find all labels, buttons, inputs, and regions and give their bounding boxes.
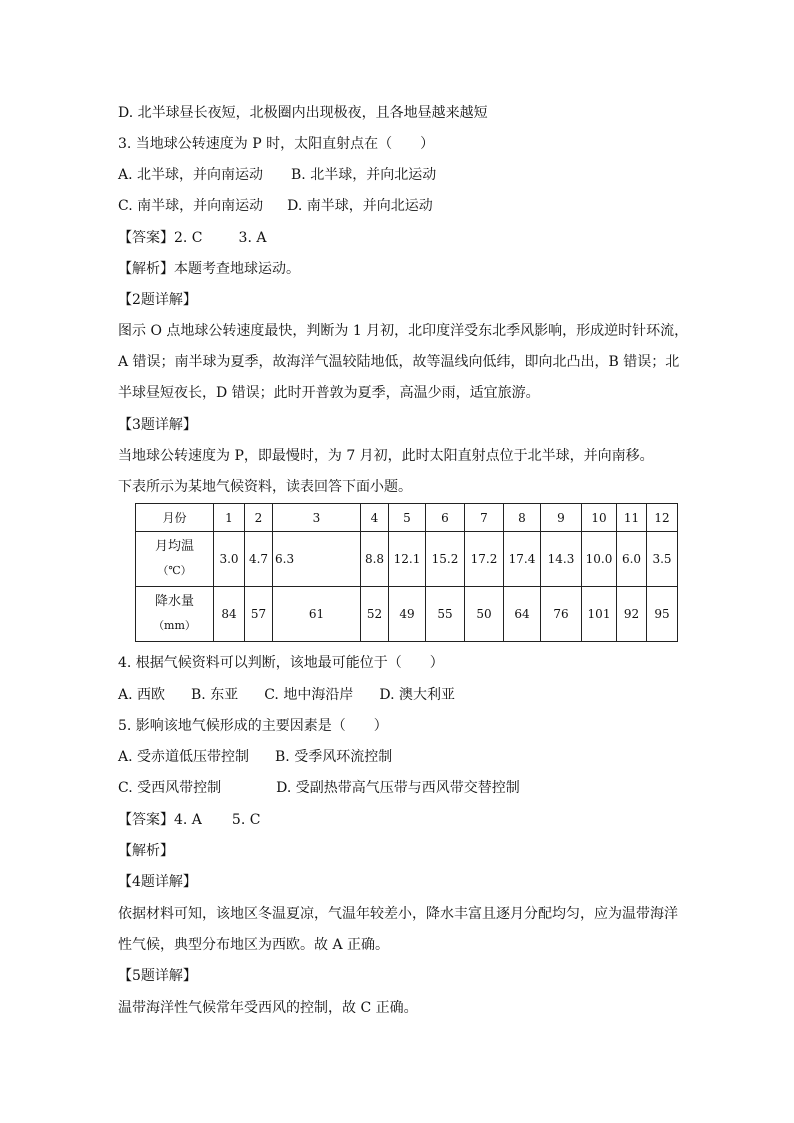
temperature-cell: 6.0	[617, 532, 647, 587]
precipitation-cell: 49	[389, 587, 426, 642]
month-cell: 10	[582, 504, 617, 532]
answer-label: 【答案】	[118, 230, 174, 246]
answer-4: 4. A	[174, 812, 202, 828]
temperature-cell: 17.4	[504, 532, 541, 587]
detail-heading-2: 【2题详解】	[118, 292, 197, 308]
q3-option-a: A. 北半球，并向南运动	[118, 167, 264, 183]
temperature-label: 月均温	[154, 539, 194, 554]
precipitation-cell: 76	[541, 587, 582, 642]
q3-option-c: C. 南半球，并向南运动	[118, 198, 264, 214]
q5-options-row-2	[118, 778, 520, 798]
precipitation-cell: 92	[617, 587, 647, 642]
option-d-text: D. 北半球昼长夜短，北极圈内出现极夜，且各地昼越来越短	[118, 105, 488, 121]
q4-option-a: A. 西欧	[118, 687, 166, 703]
precipitation-unit: （mm）	[153, 619, 196, 632]
month-cell: 12	[647, 504, 678, 532]
detail-2-line-3: 半球昼短夜长，D 错误；此时开普敦为夏季，高温少雨，适宜旅游。	[118, 385, 540, 401]
answer-label: 【答案】	[118, 812, 174, 828]
q3-options-row-2	[118, 196, 433, 216]
question-4: 4. 根据气候资料可以判断，该地最可能位于（ ）	[118, 655, 444, 671]
month-cell: 5	[389, 504, 426, 532]
precipitation-cell: 57	[245, 587, 273, 642]
temperature-cell: 6.3	[273, 532, 361, 587]
month-cell: 8	[504, 504, 541, 532]
q5-option-d: D. 受副热带高气压带与西风带交替控制	[276, 780, 520, 796]
detail-heading-4: 【4题详解】	[118, 874, 197, 890]
month-label-cell: 月份	[136, 504, 214, 532]
month-cell: 1	[214, 504, 245, 532]
table-row-temperature	[136, 532, 678, 587]
q5-option-c: C. 受西风带控制	[118, 780, 222, 796]
q4-options	[118, 685, 455, 705]
q3-option-d: D. 南半球，并向北运动	[287, 198, 433, 214]
precipitation-cell: 55	[426, 587, 465, 642]
q4-option-c: C. 地中海沿岸	[264, 687, 354, 703]
detail-4-line-1: 依据材料可知，该地区冬温夏凉，气温年较差小，降水丰富且逐月分配均匀，应为温带海洋	[118, 906, 678, 922]
temperature-cell: 3.0	[214, 532, 245, 587]
precipitation-label-cell	[136, 587, 214, 642]
month-cell: 4	[361, 504, 389, 532]
detail-heading-3: 【3题详解】	[118, 417, 197, 433]
analysis-line-2: 【解析】	[118, 843, 174, 859]
precipitation-label: 降水量	[154, 594, 194, 609]
temperature-cell: 10.0	[582, 532, 617, 587]
q5-option-a: A. 受赤道低压带控制	[118, 749, 250, 765]
temperature-cell: 3.5	[647, 532, 678, 587]
answer-3: 3. A	[238, 230, 267, 246]
temperature-cell: 14.3	[541, 532, 582, 587]
month-cell: 6	[426, 504, 465, 532]
detail-heading-5: 【5题详解】	[118, 968, 197, 984]
answer-5: 5. C	[231, 812, 261, 828]
temperature-unit: （℃）	[157, 564, 192, 577]
precipitation-cell: 84	[214, 587, 245, 642]
temperature-cell: 17.2	[465, 532, 504, 587]
answer-line-2	[118, 810, 260, 830]
precipitation-cell: 52	[361, 587, 389, 642]
table-row-precipitation	[136, 587, 678, 642]
temperature-cell: 8.8	[361, 532, 389, 587]
question-5: 5. 影响该地气候形成的主要因素是（ ）	[118, 718, 388, 734]
detail-3-text: 当地球公转速度为 P，即最慢时，为 7 月初，此时太阳直射点位于北半球，并向南移。	[118, 448, 654, 464]
table-row-months	[136, 504, 678, 532]
question-3: 3. 当地球公转速度为 P 时，太阳直射点在（ ）	[118, 136, 435, 152]
answer-2: 2. C	[174, 230, 203, 246]
detail-4-line-2: 性气候，典型分布地区为西欧。故 A 正确。	[118, 937, 390, 953]
precipitation-cell: 95	[647, 587, 678, 642]
month-cell: 9	[541, 504, 582, 532]
q3-options-row-1	[118, 165, 436, 185]
precipitation-cell: 50	[465, 587, 504, 642]
month-cell: 2	[245, 504, 273, 532]
detail-2-line-1: 图示 O 点地球公转速度最快，判断为 1 月初，北印度洋受东北季风影响，形成逆时针环流，	[118, 323, 689, 339]
precipitation-cell: 61	[273, 587, 361, 642]
q5-option-b: B. 受季风环流控制	[275, 749, 393, 765]
temperature-label-cell	[136, 532, 214, 587]
q5-options-row-1	[118, 747, 392, 767]
month-cell: 7	[465, 504, 504, 532]
month-cell: 3	[273, 504, 361, 532]
precipitation-cell: 101	[582, 587, 617, 642]
q4-option-d: D. 澳大利亚	[379, 687, 455, 703]
temperature-cell: 4.7	[245, 532, 273, 587]
q3-option-b: B. 北半球，并向北运动	[291, 167, 437, 183]
climate-table	[135, 503, 678, 642]
table-intro: 下表所示为某地气候资料，读表回答下面小题。	[118, 479, 412, 495]
detail-5-text: 温带海洋性气候常年受西风的控制，故 C 正确。	[118, 1000, 418, 1016]
temperature-cell: 12.1	[389, 532, 426, 587]
temperature-cell: 15.2	[426, 532, 465, 587]
answer-line-1	[118, 228, 266, 248]
detail-2-line-2: A 错误；南半球为夏季，故海洋气温较陆地低，故等温线向低纬，即向北凸出，B 错误；北	[118, 354, 680, 370]
month-cell: 11	[617, 504, 647, 532]
analysis-line-1: 【解析】本题考查地球运动。	[118, 261, 300, 277]
precipitation-cell: 64	[504, 587, 541, 642]
q4-option-b: B. 东亚	[191, 687, 239, 703]
